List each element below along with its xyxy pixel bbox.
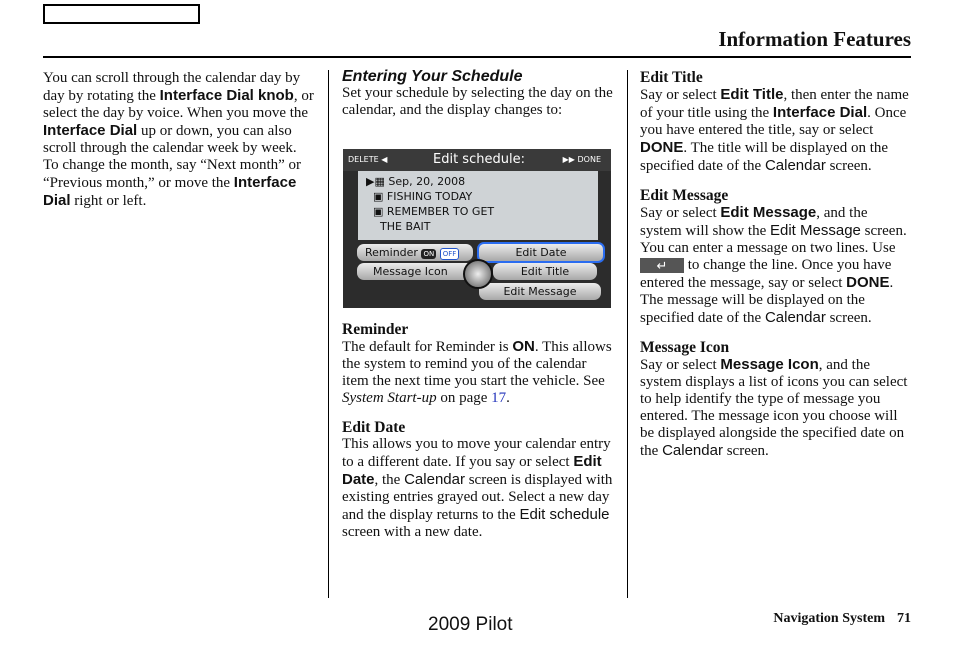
interface-dial-knob-icon [463,259,493,289]
bold-term: ON [512,338,535,355]
page-title: Information Features [718,27,911,51]
screen-name: Edit Message [770,222,861,239]
text: , and the system will show the [640,205,868,239]
edit-message-paragraph [640,204,912,327]
edit-title-paragraph [640,86,912,175]
edit-message-heading: Edit Message [640,187,729,204]
text: . [506,390,510,406]
bold-term: Edit Message [720,204,817,221]
text: right or left. [70,193,147,209]
text: screen. [825,158,872,174]
header-rule [43,56,911,58]
footer-section [773,611,911,627]
text: screen is displayed with existing entries grayed out. Select a new day and the display returns to the [342,472,613,523]
footer-model: 2009 Pilot [428,614,513,635]
screen-name: Edit schedule [519,506,610,523]
reminder-option: Reminder ON OFF [357,244,473,261]
text: . Once you have entered the title, say or select [640,105,907,138]
text: , then enter the name of your title using the [640,87,909,121]
edit-title-heading: Edit Title [640,69,703,86]
screen-delete-label: DELETE ◀ [348,155,388,164]
screen-name: Calendar [662,442,723,459]
text: Say or select [640,87,721,103]
col1-paragraph [43,70,315,210]
entry-line: THE BAIT [380,220,431,233]
edit-schedule-screen [343,149,611,308]
reminder-heading: Reminder [342,321,409,338]
text: screen. [825,310,872,326]
message-icon-paragraph [640,356,912,460]
bold-term: Edit Title [720,86,784,103]
message-icon-heading: Message Icon [640,339,730,356]
text: Say or select [640,205,721,221]
text: screen with a new date. [342,524,483,540]
screen-entry-box [358,171,598,240]
text: screen. You can enter a message on two lines. Use [640,223,907,256]
page-link[interactable]: 17 [491,390,507,406]
edit-date-paragraph [342,436,616,541]
screen-name: Calendar [404,471,465,488]
text: Say or select [640,357,721,373]
text: , or select the day by voice. When you move the [43,88,314,121]
column-3 [640,69,912,460]
text: The default for Reminder is [342,339,513,355]
column-2 [342,68,614,119]
screen-done-label: ▶▶ DONE [562,155,601,164]
page-number: 71 [897,611,911,626]
section-heading: Entering Your Schedule [342,68,523,85]
text: . The message will be displayed on the specified date of the [640,275,894,326]
column-divider [328,70,329,598]
bold-term: Interface Dial knob [159,87,294,104]
text: You can scroll through the calendar day by day by rotating the [43,70,301,104]
column-1 [43,70,315,210]
edit-message-option: Edit Message [479,283,601,300]
edit-title-option: Edit Title [493,263,597,280]
screen-name: Calendar [764,157,826,174]
bold-term: Interface Dial [43,122,138,139]
bold-term: Edit Date [342,453,602,488]
column-2-lower [342,321,616,541]
bold-term: Interface Dial [43,174,297,209]
text: on page [436,390,492,406]
footer-section-name: Navigation System [773,611,885,626]
column-divider [627,70,628,598]
bold-term: Interface Dial [772,104,868,121]
text: . The title will be displayed on the specified date of the [640,140,889,174]
italic-ref: System Start-up [342,390,437,406]
intro-paragraph: Set your schedule by selecting the day on the calendar, and the display changes to: [342,85,613,118]
message-icon-option: Message Icon [357,263,473,280]
bold-term: DONE [640,139,684,156]
entry-line: ▣ REMEMBER TO GET [366,205,495,218]
entry-date: ▶▦ Sep, 20, 2008 [366,175,466,188]
entry-line: ▣ FISHING TODAY [366,190,473,203]
text: up or down, you can also scroll through the calendar week by week. To change the month, say “Next month” or “Previous month,” or move the [43,123,302,191]
section-tab-box [43,4,200,24]
enter-key-icon: ↵ [640,258,684,273]
text: screen. [722,443,769,459]
text: . This allows the system to remind you of the calendar item the next time you start the vehicle. See [342,339,612,389]
bold-term: Message Icon [720,356,819,373]
text: , the [374,472,405,488]
screen-title: Edit schedule: [433,152,525,167]
text: This allows you to move your calendar entry to a different date. If you say or select [342,436,611,470]
text: , and the system displays a list of icons you can select to help identify the type of message you entered. The message icon you choose will be displayed alongside the specified date on the [640,357,908,459]
screen-name: Calendar [764,309,826,326]
text: to change the line. Once you have entered the message, say or select [640,257,892,291]
reminder-paragraph [342,338,616,407]
edit-date-heading: Edit Date [342,419,406,436]
bold-term: DONE [846,274,890,291]
edit-date-option: Edit Date [477,242,605,263]
